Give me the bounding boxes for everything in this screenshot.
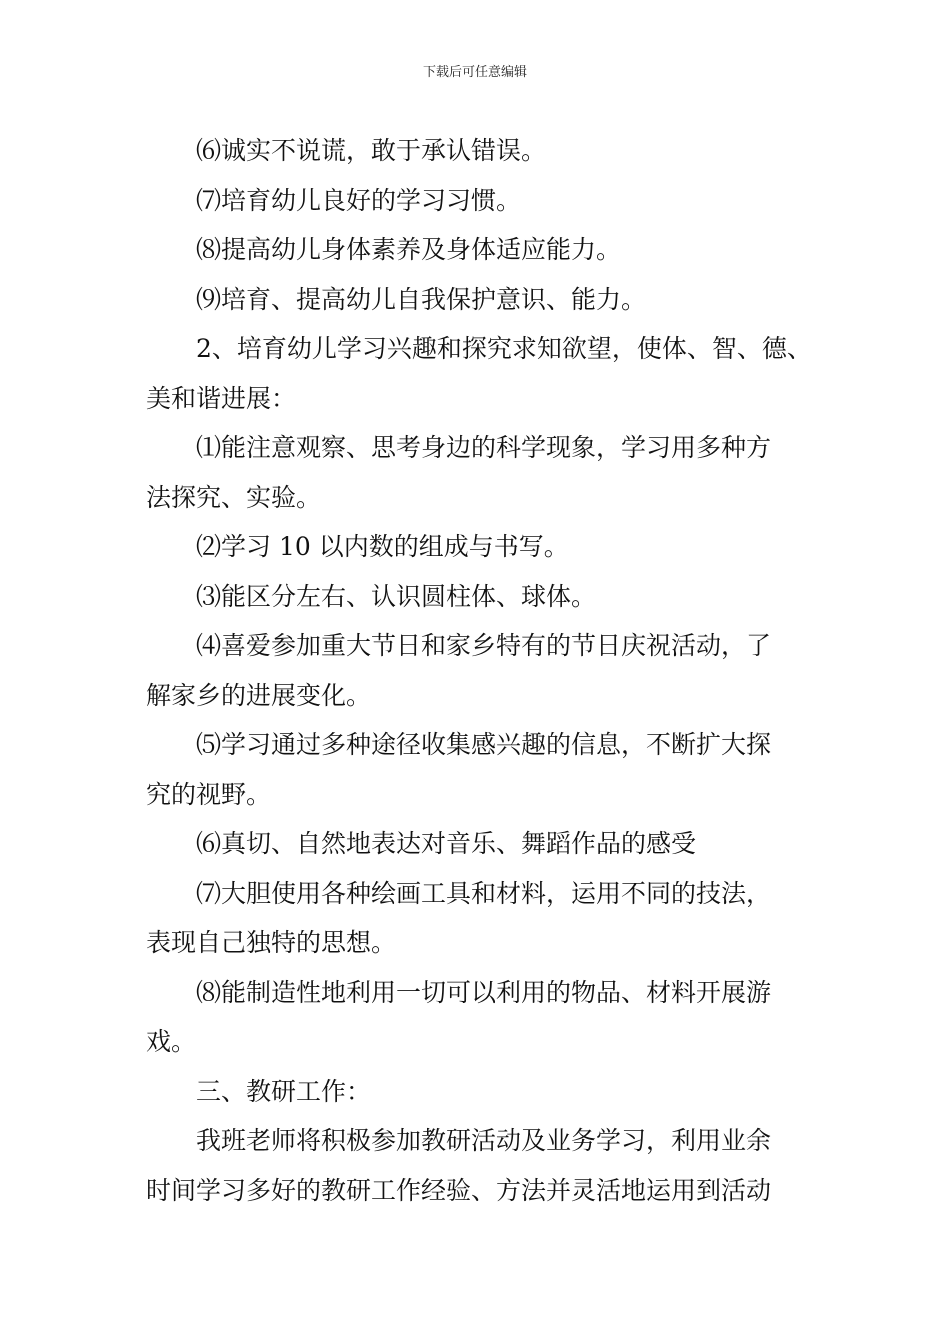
list-item-drawing-cont: 表现自己独特的思想。: [146, 928, 397, 957]
section-heading-interest: 2、培育幼儿学习兴趣和探究求知欲望，使体、智、德、: [196, 334, 812, 363]
list-item-information: ⑸学习通过多种途径收集感兴趣的信息，不断扩大探: [196, 730, 772, 759]
list-item-festivals-cont: 解家乡的进展变化。: [146, 680, 372, 710]
list-item-study-habits: ⑺培育幼儿良好的学习习惯。: [196, 185, 522, 215]
list-item-numbers: ⑵学习 10 以内数的组成与书写。: [196, 532, 569, 561]
list-item-self-protection: ⑼培育、提高幼儿自我保护意识、能力。: [196, 284, 647, 314]
list-item-shapes: ⑶能区分左右、认识圆柱体、球体。: [196, 581, 597, 611]
page-header: 下载后可任意编辑: [422, 65, 527, 80]
list-item-games-cont: 戏。: [146, 1027, 197, 1056]
section-heading-research: 三、教研工作：: [196, 1076, 372, 1106]
paragraph-research-cont: 时间学习多好的教研工作经验、方法并灵活地运用到活动: [146, 1175, 772, 1205]
document-body: [146, 126, 826, 1215]
list-item-games: ⑻能制造性地利用一切可以利用的物品、材料开展游: [196, 977, 772, 1007]
list-item-music: ⑹真切、自然地表达对音乐、舞蹈作品的感受: [196, 829, 697, 858]
list-item-honesty: ⑹诚实不说谎，敢于承认错误。: [196, 136, 547, 165]
list-item-information-cont: 究的视野。: [146, 779, 272, 809]
list-item-festivals: ⑷喜爱参加重大节日和家乡特有的节日庆祝活动，了: [196, 631, 772, 660]
list-item-observe-cont: 法探究、实验。: [146, 482, 322, 512]
list-item-physical-quality: ⑻提高幼儿身体素养及身体适应能力。: [196, 235, 622, 264]
paragraph-research: 我班老师将积极参加教研活动及业务学习，利用业余: [196, 1126, 772, 1155]
section-heading-interest-cont: 美和谐进展：: [146, 383, 297, 413]
list-item-drawing: ⑺大胆使用各种绘画工具和材料，运用不同的技法，: [196, 878, 772, 908]
list-item-observe: ⑴能注意观察、思考身边的科学现象，学习用多种方: [196, 433, 772, 462]
